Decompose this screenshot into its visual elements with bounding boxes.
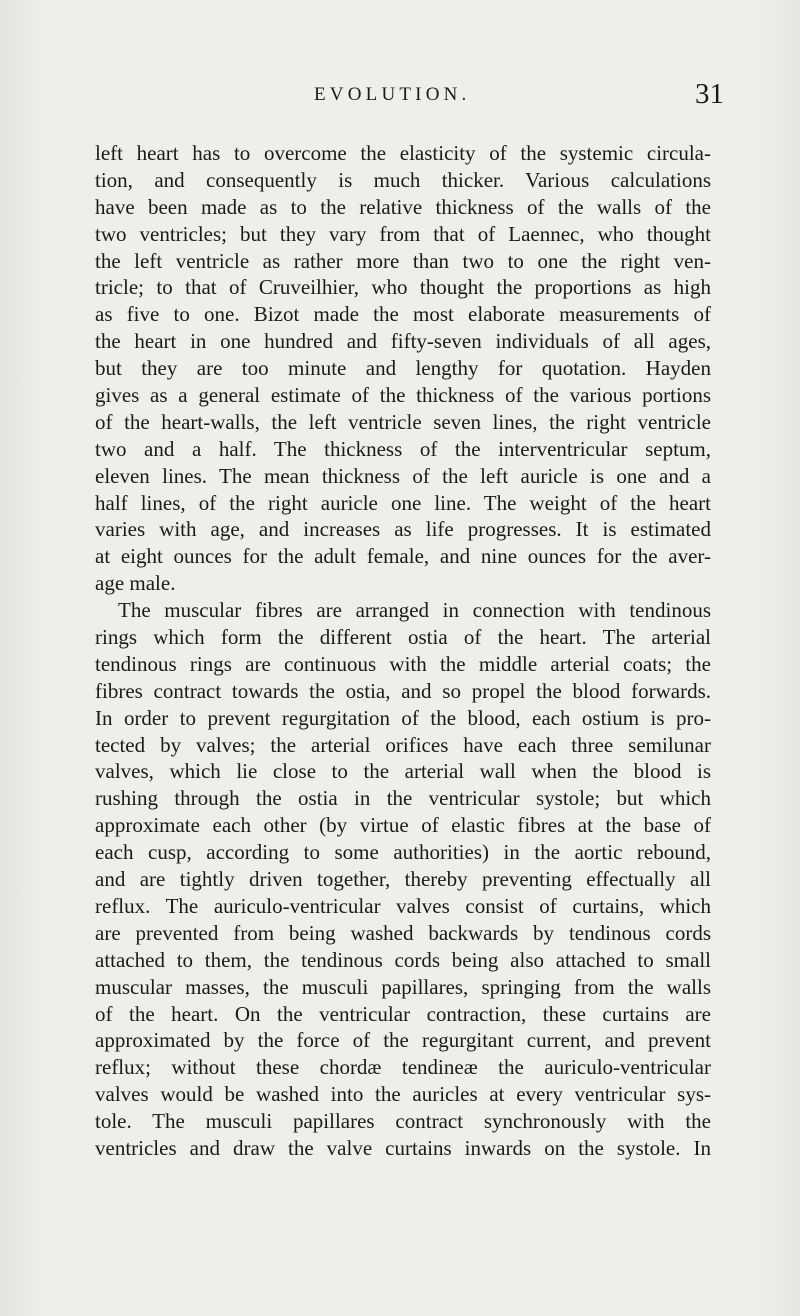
text-line: are prevented from being washed backwards by tendinous cords <box>95 920 711 945</box>
text-line: The muscular fibres are arranged in connection with tendinous <box>118 598 711 623</box>
text-line: rings which form the different ostia of the heart. The arterial <box>95 625 711 650</box>
text-line: fibres contract towards the ostia, and so propel the blood forwards. <box>95 678 711 703</box>
text-line: tole. The musculi papillares contract synchronously with the <box>95 1109 711 1134</box>
text-line: muscular masses, the musculi papillares, springing from the walls <box>95 974 711 999</box>
text-line: the heart in one hundred and fifty-seven individuals of all ages, <box>95 329 711 354</box>
text-line: reflux; without these chordæ tendineæ the auriculo-ventricular <box>95 1055 711 1080</box>
text-line: approximate each other (by virtue of elastic fibres at the base of <box>95 813 711 838</box>
text-line: as five to one. Bizot made the most elaborate measurements of <box>95 302 711 327</box>
text-line: half lines, of the right auricle one line. The weight of the heart <box>95 490 711 515</box>
text-line: valves, which lie close to the arterial wall when the blood is <box>95 759 711 784</box>
text-line: varies with age, and increases as life progresses. It is estimated <box>95 517 711 542</box>
text-line: tected by valves; the arterial orifices have each three semilunar <box>95 732 711 757</box>
text-line: left heart has to overcome the elasticity of the systemic circula- <box>95 141 711 165</box>
text-line: valves would be washed into the auricles at every ventricular sys- <box>95 1082 711 1107</box>
text-line: tendinous rings are continuous with the middle arterial coats; the <box>95 651 711 676</box>
text-line: age male. <box>95 571 176 596</box>
text-line: tricle; to that of Cruveilhier, who thought the proportions as high <box>95 275 711 300</box>
text-line: two ventricles; but they vary from that of Laennec, who thought <box>95 221 711 246</box>
text-line: of the heart. On the ventricular contraction, these curtains are <box>95 1001 711 1026</box>
text-line: the left ventricle as rather more than two to one the right ven- <box>95 248 711 273</box>
text-line: attached to them, the tendinous cords being also attached to small <box>95 947 711 972</box>
text-line: at eight ounces for the adult female, and nine ounces for the aver- <box>95 544 711 569</box>
running-head <box>0 78 800 114</box>
text-line: gives as a general estimate of the thickness of the various portions <box>95 383 711 408</box>
text-line: reflux. The auriculo-ventricular valves consist of curtains, which <box>95 893 711 918</box>
text-line: tion, and consequently is much thicker. Various calculations <box>95 167 711 192</box>
text-line: ventricles and draw the valve curtains inwards on the systole. In <box>95 1135 711 1160</box>
running-title: EVOLUTION. <box>314 84 471 105</box>
text-line: of the heart-walls, the left ventricle seven lines, the right ventricle <box>95 409 711 434</box>
text-line: but they are too minute and lengthy for quotation. Hayden <box>95 356 711 381</box>
text-line: approximated by the force of the regurgitant current, and prevent <box>95 1028 711 1053</box>
text-line: eleven lines. The mean thickness of the left auricle is one and a <box>95 463 711 488</box>
text-line: two and a half. The thickness of the interventricular septum, <box>95 436 711 461</box>
text-line: have been made as to the relative thickness of the walls of the <box>95 194 711 219</box>
text-line: each cusp, according to some authorities) in the aortic rebound, <box>95 840 711 865</box>
text-line: and are tightly driven together, thereby preventing effectually all <box>95 867 711 892</box>
text-line: rushing through the ostia in the ventricular systole; but which <box>95 786 711 811</box>
page-number: 31 <box>695 78 724 110</box>
body-text <box>95 140 711 1162</box>
text-line: In order to prevent regurgitation of the blood, each ostium is pro- <box>95 705 711 730</box>
